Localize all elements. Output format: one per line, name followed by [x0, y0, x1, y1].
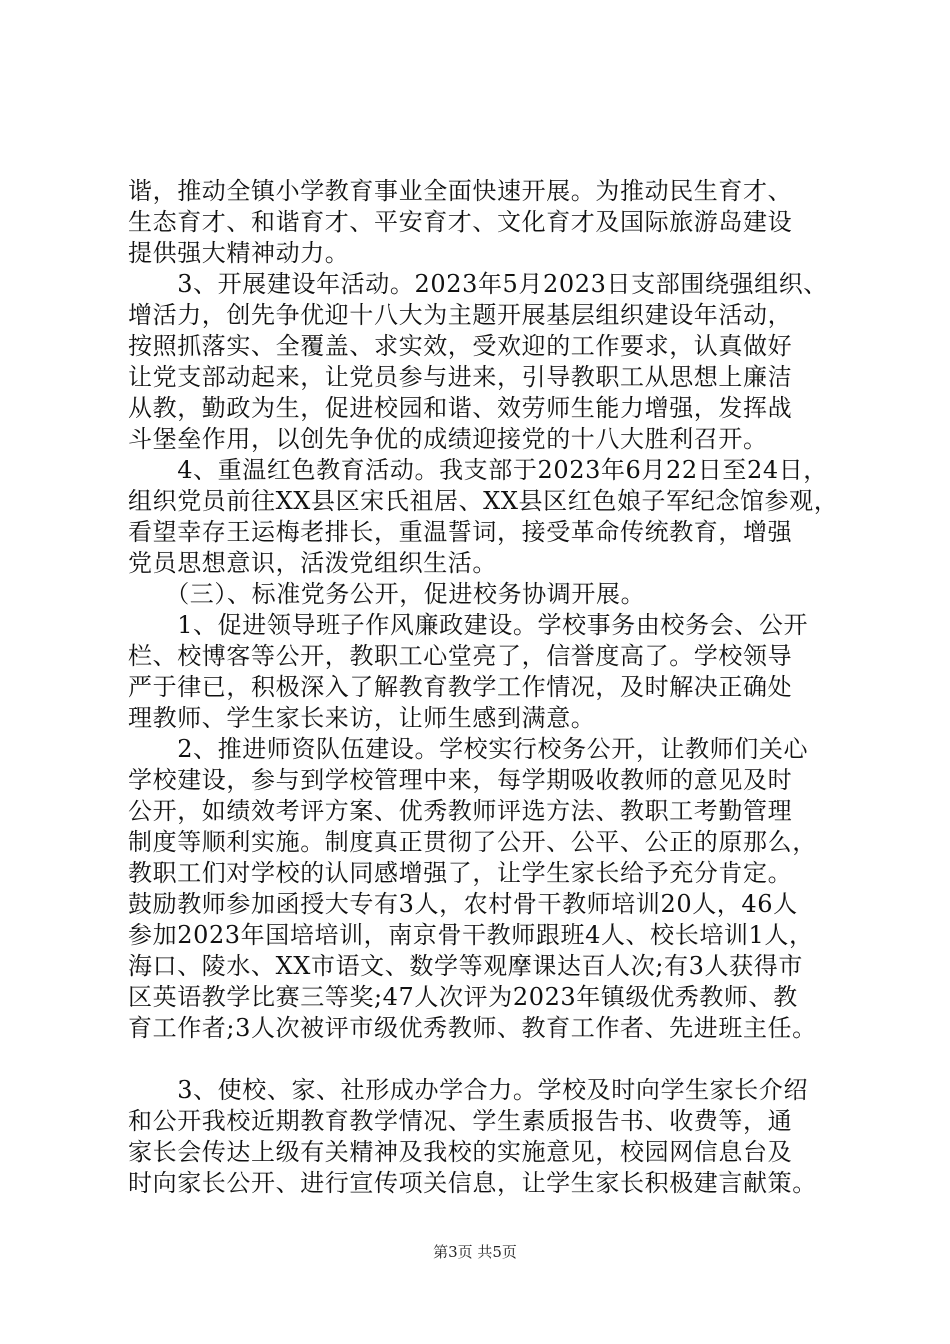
text-line: 3、使校、家、社形成办学合力。学校及时向学生家长介绍 [128, 1076, 809, 1104]
page-number: 第3页 共5页 [433, 1243, 517, 1261]
paragraph-gap [128, 1044, 868, 1075]
text-line: 组织党员前往XX县区宋氏祖居、XX县区红色娘子军纪念馆参观， [128, 487, 839, 515]
text-line: 教职工们对学校的认同感增强了，让学生家长给予充分肯定。 [128, 859, 793, 887]
text-line: 育工作者;3人次被评市级优秀教师、教育工作者、先进班主任。 [128, 1014, 817, 1042]
text-line: 2、推进师资队伍建设。学校实行校务公开，让教师们关心 [128, 735, 809, 763]
text-line: 时向家长公开、进行宣传项关信息，让学生家长积极建言献策。 [128, 1169, 817, 1197]
document-body [128, 176, 868, 1199]
text-line: 栏、校博客等公开，教职工心堂亮了，信誉度高了。学校领导 [128, 642, 793, 670]
text-line: 制度等顺利实施。制度真正贯彻了公开、公平、公正的原那么， [128, 828, 817, 856]
text-line: 看望幸存王运梅老排长，重温誓词，接受革命传统教育，增强 [128, 518, 793, 546]
text-line: 理教师、学生家长来访，让师生感到满意。 [128, 704, 596, 732]
page-footer [0, 1242, 950, 1262]
text-line: 家长会传达上级有关精神及我校的实施意见，校园网信息台及 [128, 1138, 793, 1166]
text-line: 让党支部动起来，让党员参与进来，引导教职工从思想上廉洁 [128, 363, 793, 391]
text-line: 参加2023年国培培训，南京骨干教师跟班4人、校长培训1人， [128, 921, 814, 949]
text-line: 从教，勤政为生，促进校园和谐、效劳师生能力增强，发挥战 [128, 394, 793, 422]
section-heading: （三）、标准党务公开，促进校务协调开展。 [128, 580, 646, 608]
text-line: 4、重温红色教育活动。我支部于2023年6月22日至24日， [128, 456, 828, 484]
text-line: 鼓励教师参加函授大专有3人，农村骨干教师培训20人，46人 [128, 890, 798, 918]
text-line: 斗堡垒作用，以创先争优的成绩迎接党的十八大胜利召开。 [128, 425, 768, 453]
text-line: 党员思想意识，活泼党组织生活。 [128, 549, 497, 577]
text-line: 公开，如绩效考评方案、优秀教师评选方法、教职工考勤管理 [128, 797, 793, 825]
text-line: 提供强大精神动力。 [128, 239, 350, 267]
text-line: 3、开展建设年活动。2023年5月2023日支部围绕强组织、 [128, 270, 828, 298]
text-line: 海口、陵水、XX市语文、数学等观摩课达百人次;有3人获得市 [128, 952, 803, 980]
text-line: 生态育才、和谐育才、平安育才、文化育才及国际旅游岛建设 [128, 208, 793, 236]
text-line: 区英语教学比赛三等奖;47人次评为2023年镇级优秀教师、教 [128, 983, 798, 1011]
text-line: 增活力，创先争优迎十八大为主题开展基层组织建设年活动， [128, 301, 793, 329]
text-line: 严于律已，积极深入了解教育教学工作情况，及时解决正确处 [128, 673, 793, 701]
text-line: 和公开我校近期教育教学情况、学生素质报告书、收费等，通 [128, 1107, 793, 1135]
text-line: 学校建设，参与到学校管理中来，每学期吸收教师的意见及时 [128, 766, 793, 794]
text-line: 1、促进领导班子作风廉政建设。学校事务由校务会、公开 [128, 611, 809, 639]
text-line: 按照抓落实、全覆盖、求实效，受欢迎的工作要求，认真做好 [128, 332, 793, 360]
text-line: 谐，推动全镇小学教育事业全面快速开展。为推动民生育才、 [128, 177, 793, 205]
